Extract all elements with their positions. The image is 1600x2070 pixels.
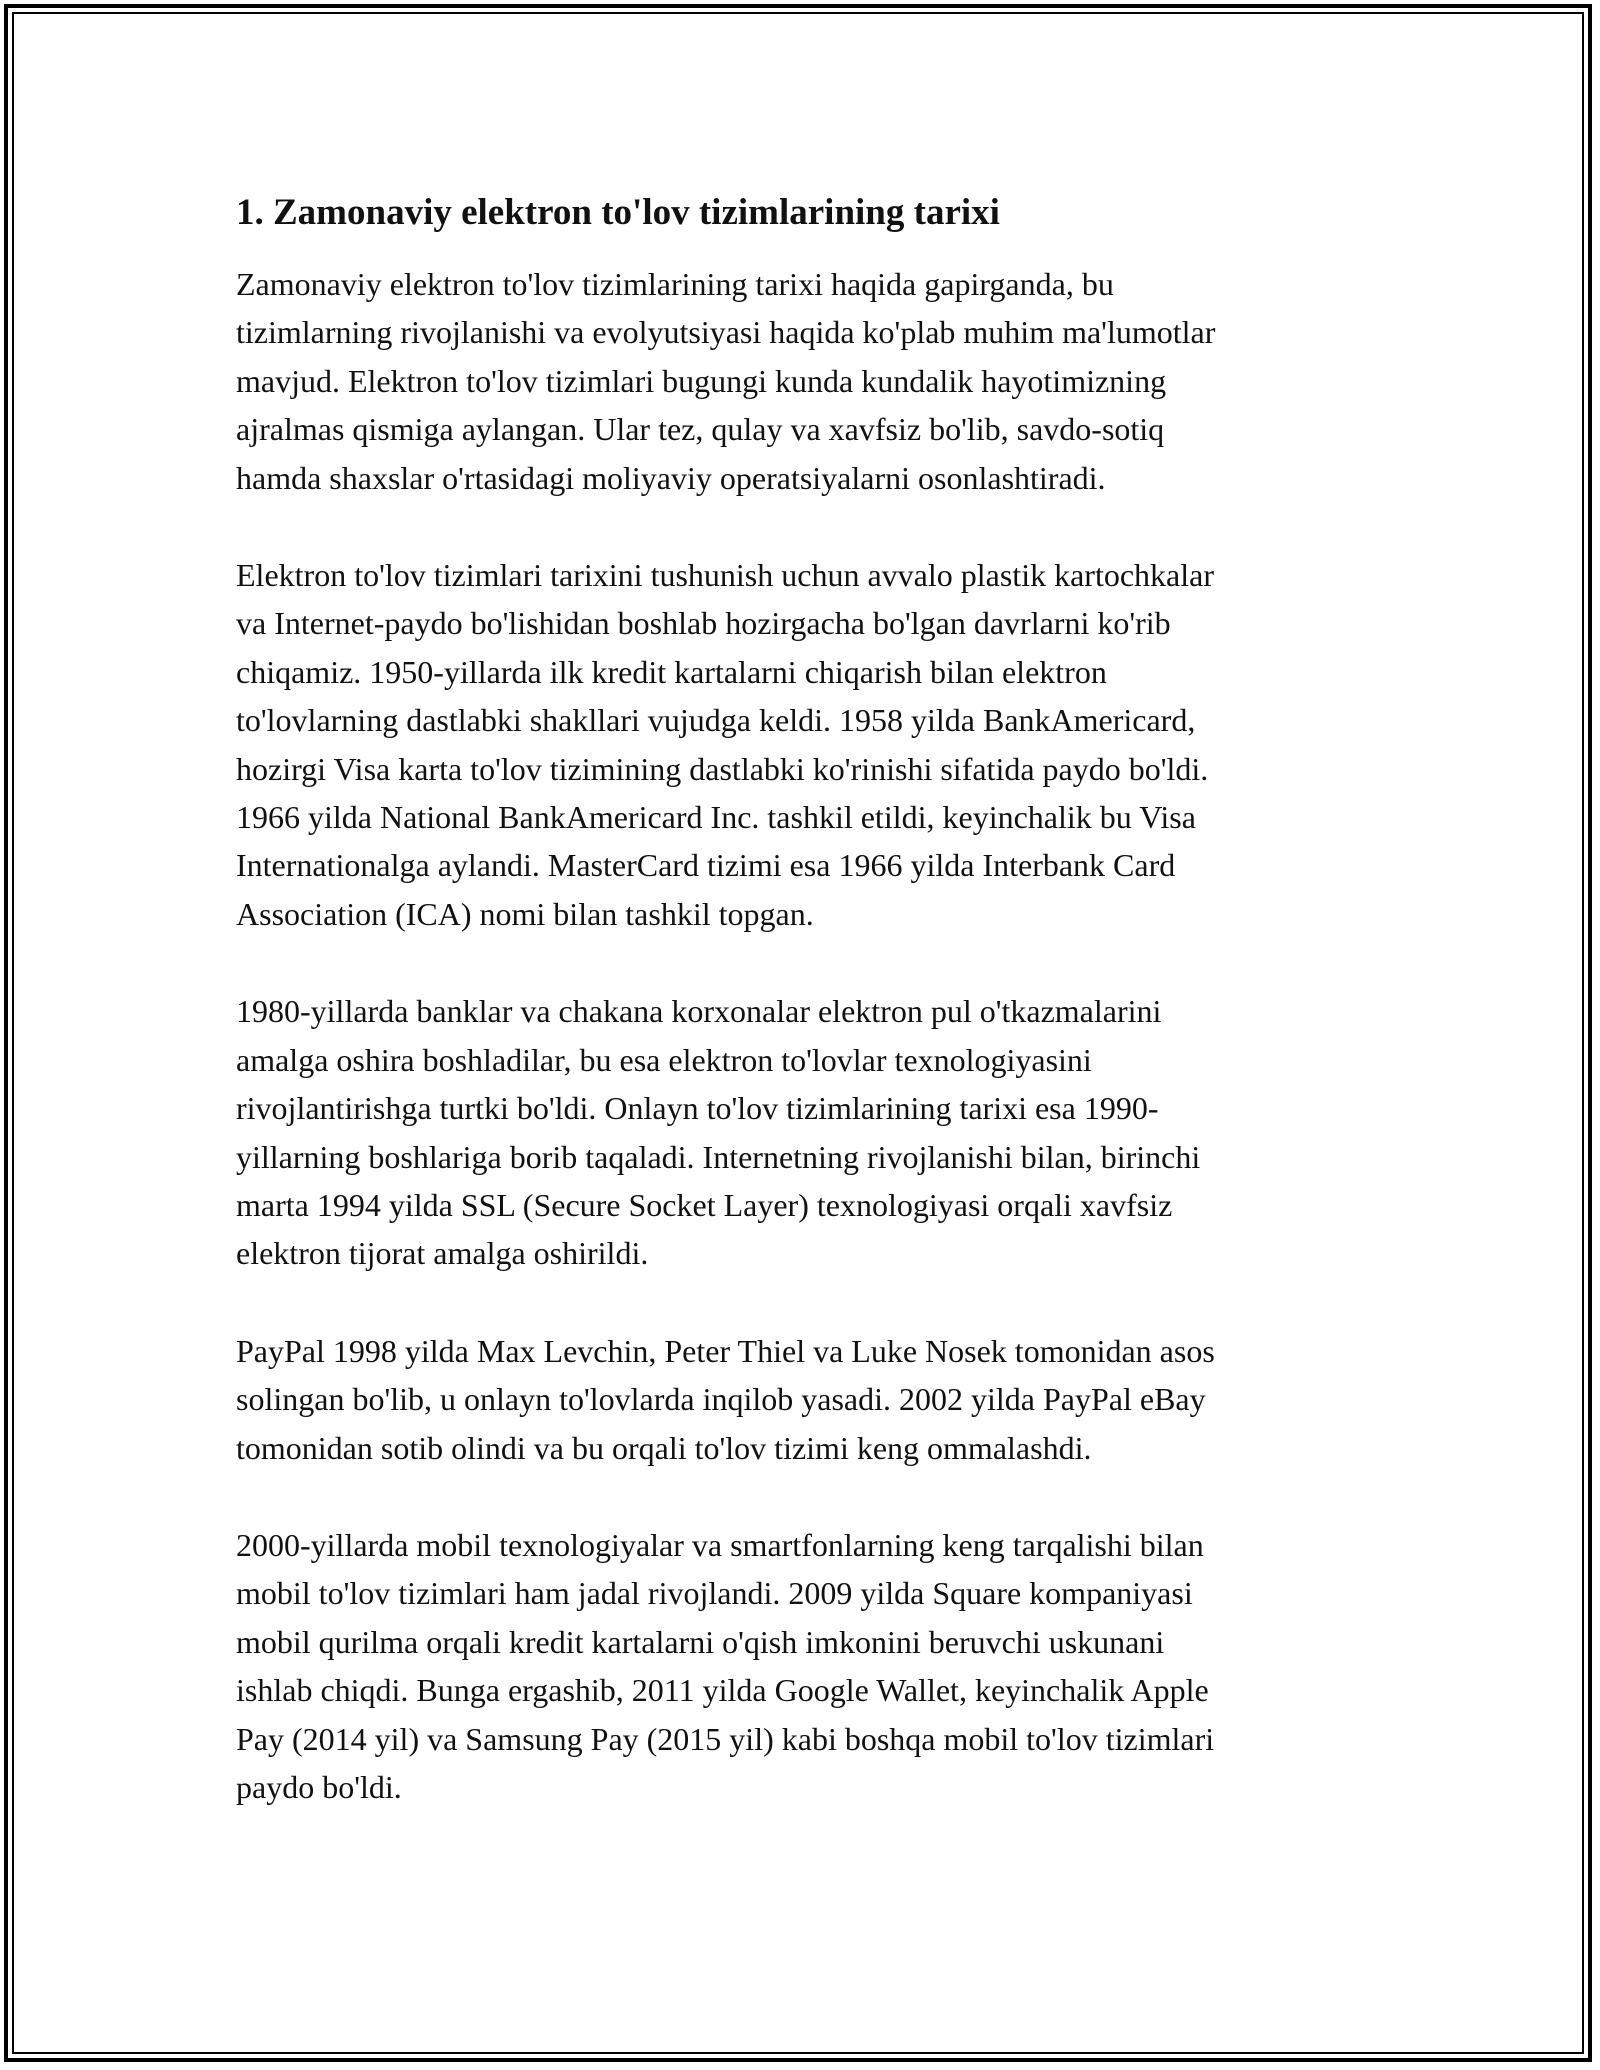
paragraph-line: 2000-yillarda mobil texnologiyalar va smartfonlarning keng tarqalishi bilan: [236, 1526, 1204, 1563]
document-body: [236, 188, 1386, 1860]
paragraph: [236, 1521, 1386, 1811]
paragraph-line: Internationalga aylandi. MasterCard tizimi esa 1966 yilda Interbank Card: [236, 847, 1176, 884]
paragraph-line: Zamonaviy elektron to'lov tizimlarining tarixi haqida gapirganda, bu: [236, 266, 1114, 302]
paragraph-line: Elektron to'lov tizimlari tarixini tushunish uchun avvalo plastik kartochkalar: [236, 557, 1214, 594]
paragraph-line: mobil to'lov tizimlari ham jadal rivojlandi. 2009 yilda Square kompaniyasi: [236, 1575, 1193, 1612]
paragraph-line: Association (ICA) nomi bilan tashkil topgan.: [236, 895, 814, 932]
paragraph-line: va Internet-paydo bo'lishidan boshlab hozirgacha bo'lgan davrlarni ko'rib: [236, 605, 1171, 642]
paragraph-line: 1966 yilda National BankAmericard Inc. tashkil etildi, keyinchalik bu Visa: [236, 799, 1196, 836]
paragraph-list: [236, 260, 1386, 1811]
paragraph-line: Pay (2014 yil) va Samsung Pay (2015 yil) kabi boshqa mobil to'lov tizimlari: [236, 1720, 1215, 1757]
paragraph-line: rivojlantirishga turtki bo'ldi. Onlayn to'lov tizimlarining tarixi esa 1990-: [236, 1090, 1159, 1127]
paragraph: [236, 260, 1386, 502]
paragraph-line: tomonidan sotib olindi va bu orqali to'lov tizimi keng ommalashdi.: [236, 1429, 1092, 1466]
paragraph: [236, 1327, 1386, 1472]
paragraph-line: mavjud. Elektron to'lov tizimlari bugungi kunda kundalik hayotimizning: [236, 362, 1167, 399]
paragraph-line: ishlab chiqdi. Bunga ergashib, 2011 yilda Google Wallet, keyinchalik Apple: [236, 1672, 1209, 1709]
paragraph: [236, 551, 1386, 938]
paragraph-line: solingan bo'lib, u onlayn to'lovlarda inqilob yasadi. 2002 yilda PayPal eBay: [236, 1381, 1206, 1418]
paragraph-line: marta 1994 yilda SSL (Secure Socket Layer) texnologiyasi orqali xavfsiz: [236, 1186, 1173, 1223]
paragraph-line: yillarning boshlariga borib taqaladi. Internetning rivojlanishi bilan, birinchi: [236, 1138, 1201, 1175]
paragraph-line: amalga oshira boshladilar, bu esa elektron to'lovlar texnologiyasini: [236, 1041, 1092, 1078]
paragraph-line: mobil qurilma orqali kredit kartalarni o'qish imkonini beruvchi uskunani: [236, 1623, 1165, 1660]
paragraph-line: hamda shaxslar o'rtasidagi moliyaviy operatsiyalarni osonlashtiradi.: [236, 459, 1106, 496]
paragraph-line: paydo bo'ldi.: [236, 1768, 402, 1805]
paragraph-line: elektron tijorat amalga oshirildi.: [236, 1235, 649, 1272]
paragraph-line: to'lovlarning dastlabki shakllari vujudga keldi. 1958 yilda BankAmericard,: [236, 702, 1196, 739]
paragraph-line: ajralmas qismiga aylangan. Ular tez, qulay va xavfsiz bo'lib, savdo-sotiq: [236, 411, 1165, 448]
paragraph-line: PayPal 1998 yilda Max Levchin, Peter Thiel va Luke Nosek tomonidan asos: [236, 1332, 1215, 1369]
section-title: 1. Zamonaviy elektron to'lov tizimlarining tarixi: [236, 192, 1000, 233]
paragraph-line: hozirgi Visa karta to'lov tizimining dastlabki ko'rinishi sifatida paydo bo'ldi.: [236, 750, 1209, 787]
paragraph: [236, 987, 1386, 1277]
paragraph-line: chiqamiz. 1950-yillarda ilk kredit kartalarni chiqarish bilan elektron: [236, 653, 1107, 690]
paragraph-line: 1980-yillarda banklar va chakana korxonalar elektron pul o'tkazmalarini: [236, 993, 1162, 1030]
paragraph-line: tizimlarning rivojlanishi va evolyutsiyasi haqida ko'plab muhim ma'lumotlar: [236, 314, 1216, 351]
